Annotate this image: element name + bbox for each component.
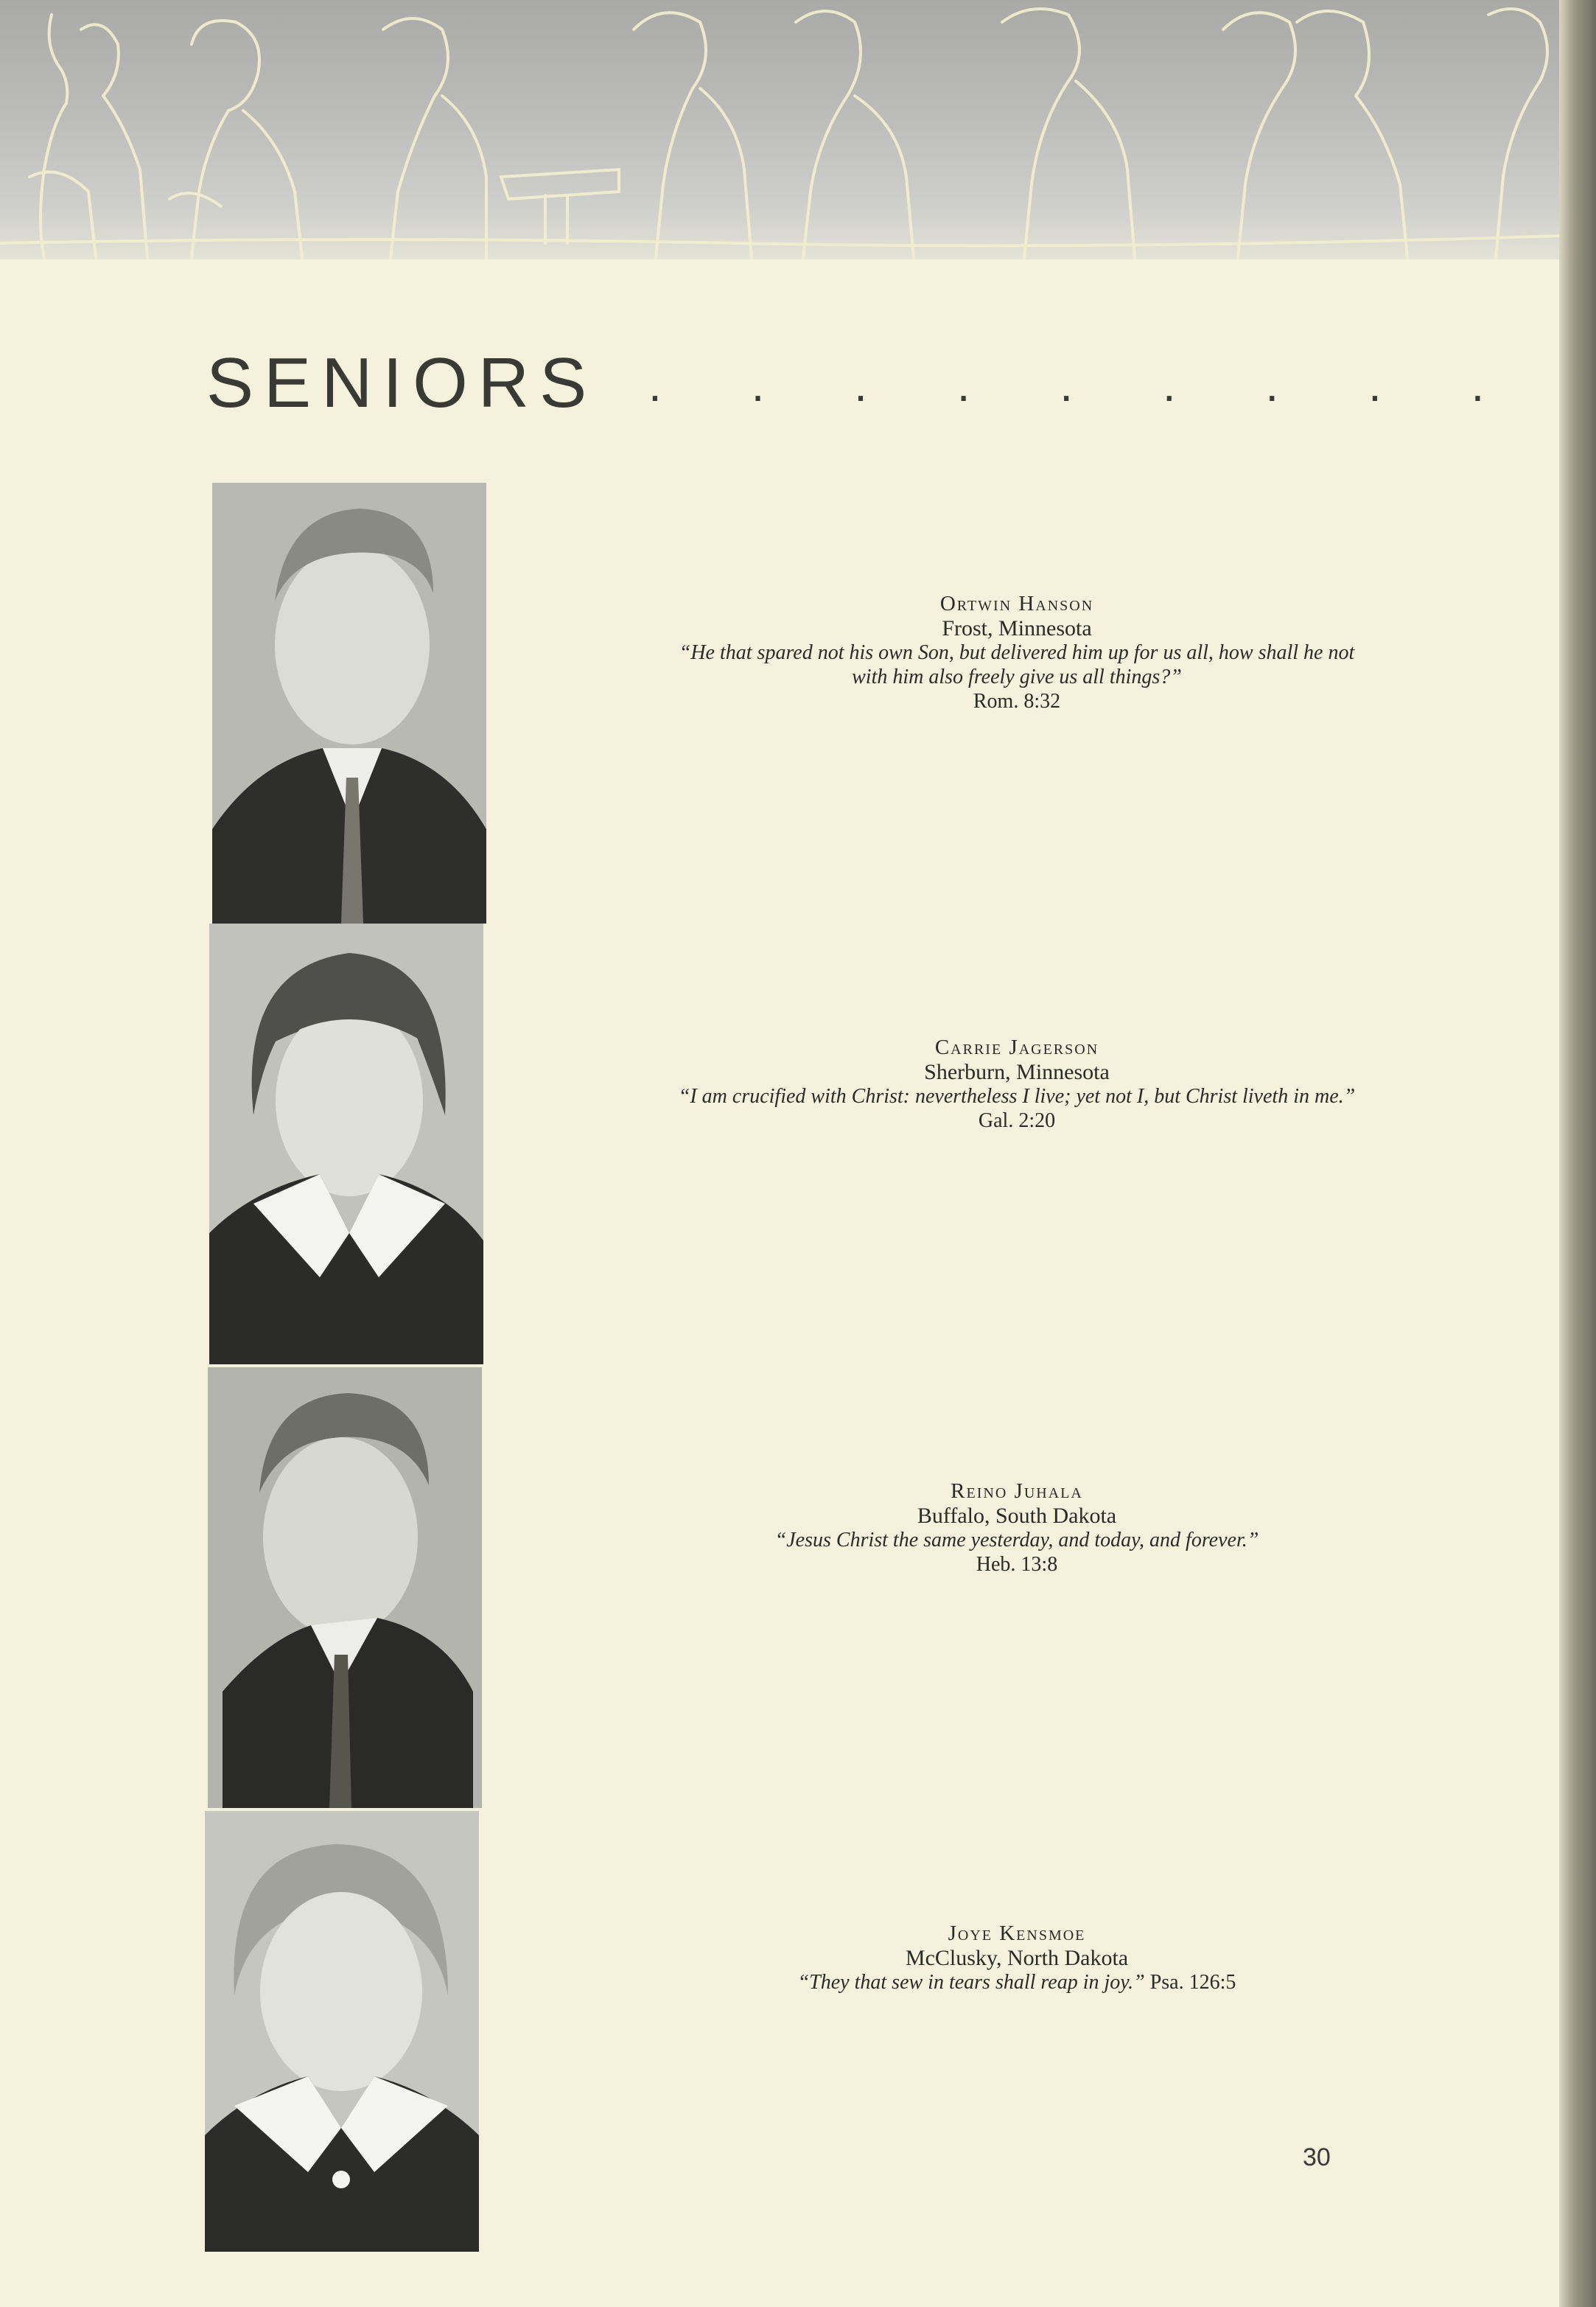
scripture-reference: Rom. 8:32	[973, 690, 1061, 713]
senior-portrait-2	[209, 924, 483, 1364]
section-title: SENIORS	[206, 343, 598, 422]
scripture-reference: Gal. 2:20	[978, 1109, 1056, 1132]
senior-portrait-1	[212, 483, 486, 924]
senior-quote: “He that spared not his own Son, but delivered him up for us all, how shall he not with him also freely give us all things?”	[679, 641, 1355, 688]
senior-hometown: Sherburn, Minnesota	[924, 1060, 1110, 1084]
senior-hometown: McClusky, North Dakota	[905, 1946, 1129, 1970]
senior-name: Ortwin Hanson	[939, 592, 1094, 615]
title-leader-dots: . . . . . . . . .	[648, 358, 1523, 411]
seated-figures-sketch	[0, 0, 1559, 259]
senior-portrait-4	[205, 1811, 479, 2252]
scripture-reference: Psa. 126:5	[1149, 1971, 1236, 1994]
senior-hometown: Frost, Minnesota	[942, 616, 1092, 641]
senior-portrait-3	[208, 1367, 482, 1808]
page-binding-edge	[1559, 0, 1596, 2307]
header-illustration-banner	[0, 0, 1559, 259]
page-number: 30	[1303, 2143, 1331, 2171]
senior-hometown: Buffalo, South Dakota	[917, 1504, 1117, 1528]
senior-name: Carrie Jagerson	[934, 1036, 1099, 1059]
scripture-reference: Heb. 13:8	[976, 1553, 1058, 1576]
senior-entry-3	[663, 1479, 1371, 1577]
senior-name: Reino Juhala	[951, 1479, 1083, 1503]
senior-name: Joye Kensmoe	[948, 1922, 1086, 1945]
senior-quote: “I am crucified with Christ: nevertheless I live; yet not I, but Christ liveth in me.”	[678, 1085, 1356, 1108]
senior-quote: “Jesus Christ the same yesterday, and today, and forever.”	[774, 1529, 1259, 1552]
senior-quote: “They that sew in tears shall reap in joy.”	[797, 1971, 1145, 1994]
senior-entry-1	[663, 592, 1371, 713]
senior-entry-4	[663, 1922, 1371, 1994]
senior-entry-2	[663, 1036, 1371, 1133]
